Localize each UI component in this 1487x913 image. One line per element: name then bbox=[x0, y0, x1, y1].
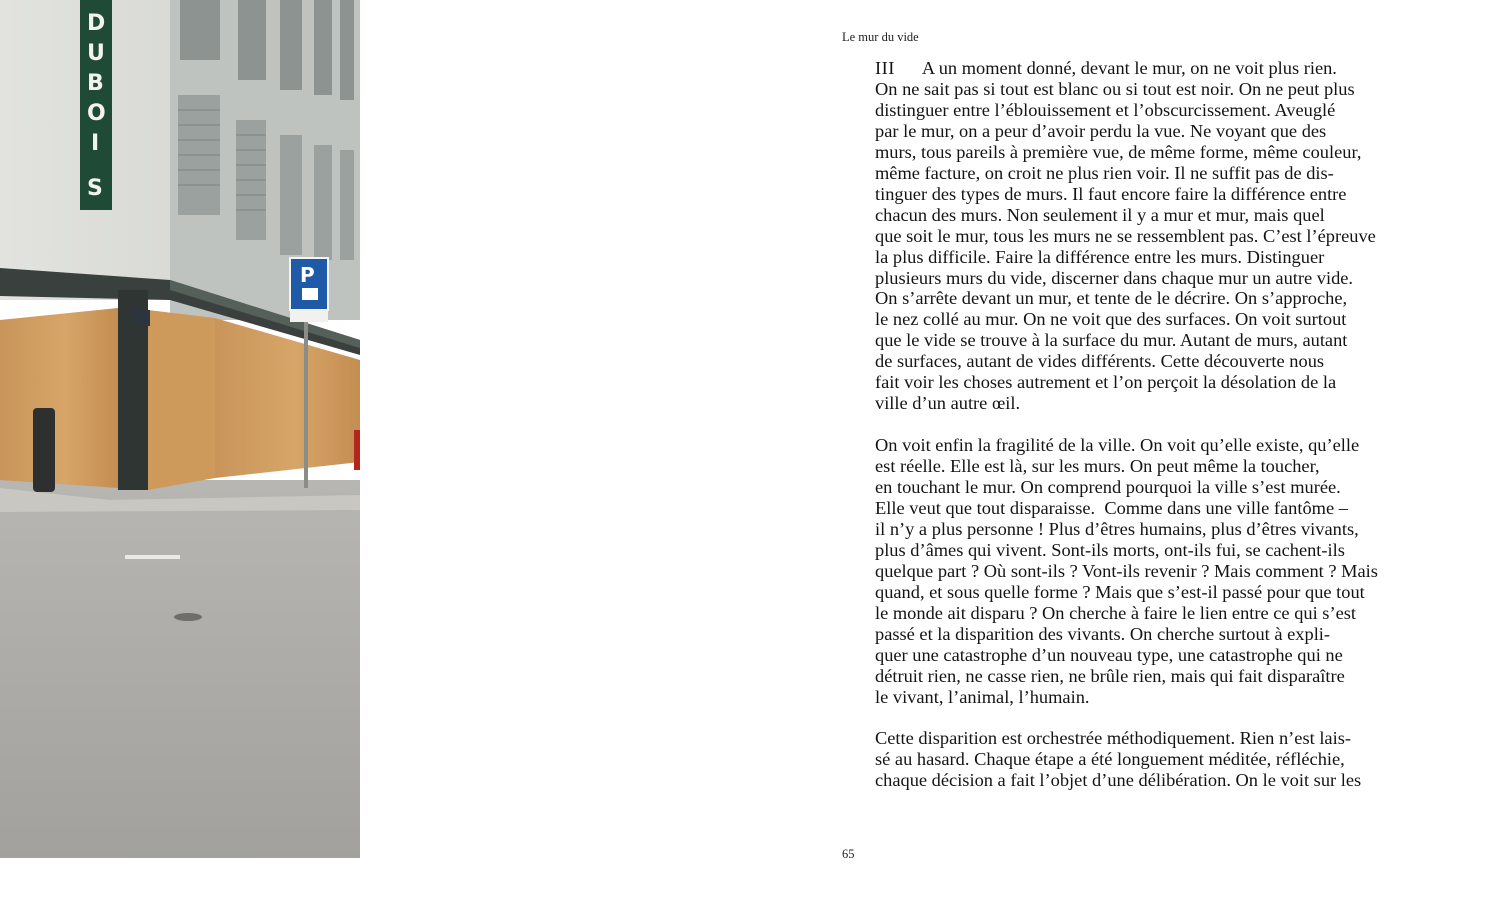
body-text bbox=[875, 58, 1460, 791]
line: sé au hasard. Chaque étape a été longuement méditée, réfléchie, bbox=[875, 749, 1345, 770]
line: il n’y a plus personne ! Plus d’êtres humains, plus d’êtres vivants, bbox=[875, 518, 1359, 539]
page-number: 65 bbox=[842, 847, 855, 861]
line: passé et la disparition des vivants. On cherche surtout à expli- bbox=[875, 623, 1331, 644]
line: en touchant le mur. On comprend pourquoi la ville s’est murée. bbox=[875, 477, 1341, 498]
line: même facture, on croit ne plus rien voir. Il ne suffit pas de dis- bbox=[875, 162, 1334, 183]
sign-letter-o: O bbox=[87, 101, 106, 126]
line: que soit le mur, tous les murs ne se ressemblent pas. C’est l’épreuve bbox=[875, 225, 1376, 246]
sign-letter-s: S bbox=[87, 176, 103, 201]
line: par le mur, on a peur d’avoir perdu la vue. Ne voyant que des bbox=[875, 120, 1327, 141]
line: A un moment donné, devant le mur, on ne voit plus rien. bbox=[921, 58, 1337, 78]
line: la plus difficile. Faire la différence entre les murs. Distinguer bbox=[875, 246, 1325, 267]
line: le nez collé au mur. On ne voit que des surfaces. On voit surtout bbox=[875, 309, 1347, 330]
line: murs, tous pareils à première vue, de même forme, même couleur, bbox=[875, 141, 1362, 162]
line: quelque part ? Où sont-ils ? Vont-ils revenir ? Mais comment ? Mais bbox=[875, 560, 1378, 581]
paragraph-1 bbox=[875, 58, 1460, 414]
line: Cette disparition est orchestrée méthodiquement. Rien n’est lais- bbox=[875, 728, 1351, 749]
line: quand, et sous quelle forme ? Mais que s’est-il passé pour que tout bbox=[875, 581, 1365, 602]
street-photograph bbox=[0, 0, 360, 858]
section-number: III bbox=[875, 58, 895, 78]
line: chacun des murs. Non seulement il y a mur et mur, mais quel bbox=[875, 204, 1325, 225]
line: est réelle. Elle est là, sur les murs. On peut même la toucher, bbox=[875, 456, 1320, 477]
line: le vivant, l’animal, l’humain. bbox=[875, 686, 1090, 707]
svg-text:P: P bbox=[300, 263, 315, 287]
line: plus d’âmes qui vivent. Sont-ils morts, ont-ils fui, se cachent-ils bbox=[875, 539, 1345, 560]
sign-letter-d: D bbox=[87, 11, 106, 36]
line: distinguer entre l’éblouissement et l’obscurcissement. Aveuglé bbox=[875, 99, 1336, 120]
sign-letter-i: I bbox=[91, 131, 100, 156]
line: Elle veut que tout disparaisse. Comme dans une ville fantôme – bbox=[875, 498, 1348, 518]
line: On voit enfin la fragilité de la ville. On voit qu’elle existe, qu’elle bbox=[875, 435, 1360, 456]
sign-letter-u: U bbox=[87, 41, 105, 66]
line: le monde ait disparu ? On cherche à faire le lien entre ce qui s’est bbox=[875, 602, 1357, 623]
line: On s’arrête devant un mur, et tente de le décrire. On s’approche, bbox=[875, 288, 1348, 309]
line: On ne sait pas si tout est blanc ou si tout est noir. On ne peut plus bbox=[875, 78, 1355, 99]
line: chaque décision a fait l’objet d’une délibération. On le voit sur les bbox=[875, 770, 1362, 791]
line: ville d’un autre œil. bbox=[875, 393, 1021, 414]
line: que le vide se trouve à la surface du mur. Autant de murs, autant bbox=[875, 330, 1348, 351]
sign-letter-b: B bbox=[87, 71, 104, 96]
paragraph-3 bbox=[875, 728, 1460, 791]
paragraph-2 bbox=[875, 435, 1460, 707]
running-head: Le mur du vide bbox=[842, 30, 919, 44]
line: quer une catastrophe d’un nouveau type, une catastrophe qui ne bbox=[875, 644, 1343, 665]
line: plusieurs murs du vide, discerner dans chaque mur un autre vide. bbox=[875, 267, 1354, 288]
line: détruit rien, ne casse rien, ne brûle rien, mais qui fait disparaître bbox=[875, 665, 1345, 686]
line: tinguer des types de murs. Il faut encore faire la différence entre bbox=[875, 183, 1347, 204]
line: de surfaces, autant de vides différents. Cette découverte nous bbox=[875, 351, 1325, 372]
line: fait voir les choses autrement et l’on perçoit la désolation de la bbox=[875, 372, 1337, 393]
